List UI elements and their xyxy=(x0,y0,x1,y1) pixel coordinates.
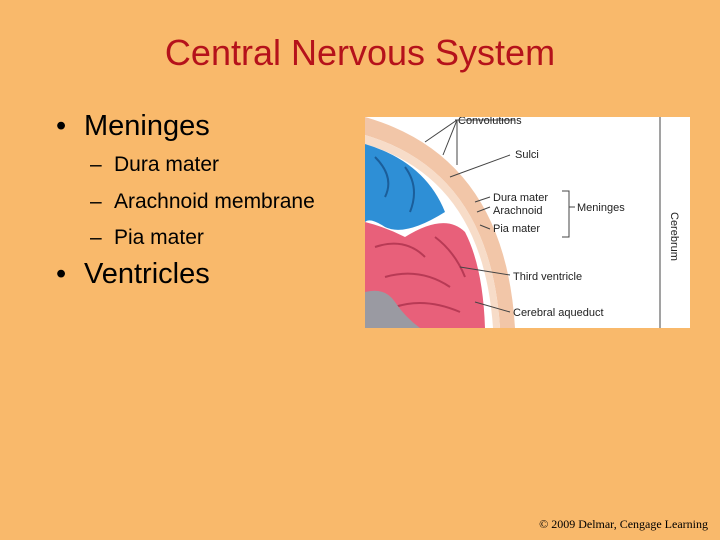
sub-dash: – xyxy=(90,226,102,249)
label-pia-mater: Pia mater xyxy=(493,223,541,235)
bullet-text: Meninges xyxy=(84,110,210,142)
brain-diagram xyxy=(365,117,690,328)
subitem-text: Dura mater xyxy=(114,153,220,176)
bullet-ventricles xyxy=(56,258,210,291)
bullet-dot: • xyxy=(56,110,67,142)
sub-dash: – xyxy=(90,153,102,176)
subitem-pia-mater xyxy=(90,226,204,250)
subitem-arachnoid xyxy=(90,190,315,214)
brain-illustration xyxy=(365,117,690,328)
label-third-ventricle: Third ventricle xyxy=(513,271,583,283)
slide-title: Central Nervous System xyxy=(164,32,556,73)
subitem-text: Arachnoid membrane xyxy=(114,190,315,213)
label-arachnoid: Arachnoid xyxy=(493,205,543,217)
label-sulci: Sulci xyxy=(515,149,539,161)
copyright-notice: © 2009 Delmar, Cengage Learning xyxy=(539,517,708,531)
sub-dash: – xyxy=(90,190,102,213)
subitem-dura-mater xyxy=(90,153,219,177)
subitem-text: Pia mater xyxy=(114,226,204,249)
bullet-dot: • xyxy=(56,258,67,290)
bullet-meninges xyxy=(56,110,210,143)
label-cerebrum: Cerebrum xyxy=(668,212,680,261)
label-dura-mater: Dura mater xyxy=(493,192,549,204)
label-meninges: Meninges xyxy=(577,202,625,214)
label-cerebral-aqueduct: Cerebral aqueduct xyxy=(513,307,604,319)
label-convolutions: Convolutions xyxy=(458,117,522,127)
bullet-text: Ventricles xyxy=(84,258,210,290)
